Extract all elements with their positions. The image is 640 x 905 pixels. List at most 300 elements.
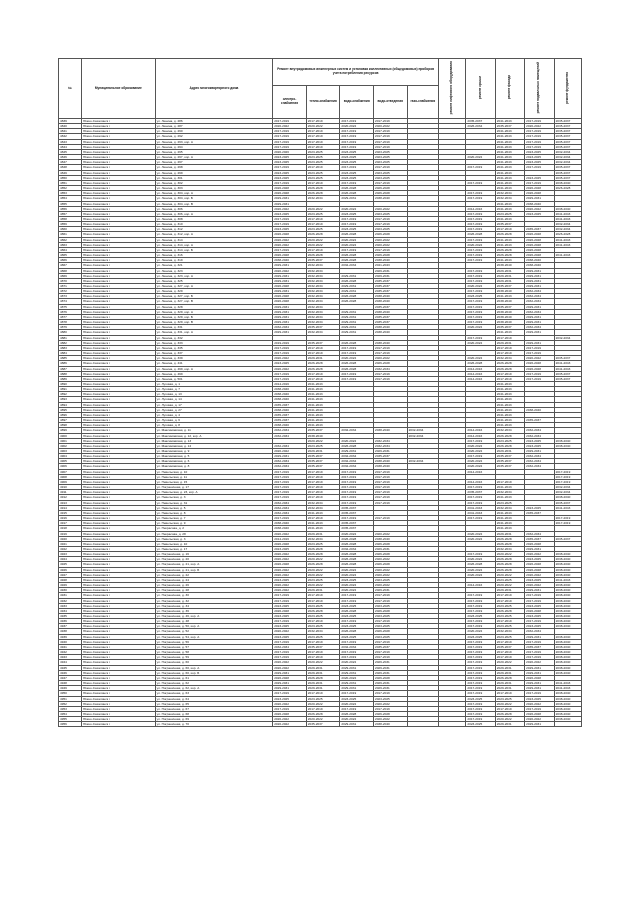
cell-address: ул. Ленина, д. 328 xyxy=(155,304,273,309)
cell-water-supply: 2035-2037 xyxy=(340,526,374,531)
cell-address: ул. Пограничная, д. 67 xyxy=(155,706,273,711)
cell-roof: 2041-2043 xyxy=(466,510,495,515)
cell-basement: 2032-2034 xyxy=(525,433,554,438)
cell-address: ул. Ленина, д. 294 xyxy=(155,144,273,149)
cell-heating: 2032-2034 xyxy=(306,278,340,283)
cell-municipality: Южно-Сахалинск г xyxy=(82,428,156,433)
cell-heating: 2023-2025 xyxy=(306,170,340,175)
cell-heating: 2032-2034 xyxy=(306,268,340,273)
cell-heating: 2017-2019 xyxy=(306,479,340,484)
cell-electricity: 2032-2034 xyxy=(273,428,307,433)
cell-heating: 2020-2022 xyxy=(306,206,340,211)
cell-roof: 2017-2019 xyxy=(466,278,495,283)
cell-heating: 2017-2019 xyxy=(306,639,340,644)
cell-heating: 2017-2019 xyxy=(306,371,340,376)
cell-water-supply: 2035-2037 xyxy=(340,505,374,510)
cell-electricity: 2029-2031 xyxy=(273,320,307,325)
cell-address: ул. Максимовская, д. 12, кор. А xyxy=(155,433,273,438)
cell-electricity: 2038-2040 xyxy=(273,392,307,397)
cell-heating: 2023-2025 xyxy=(306,696,340,701)
cell-water-disposal: 2017-2019 xyxy=(373,144,407,149)
cell-heating: 2041-2043 xyxy=(306,526,340,531)
cell-municipality: Южно-Сахалинск г xyxy=(82,330,156,335)
cell-water-supply: 2023-2025 xyxy=(340,155,374,160)
cell-roof: 2017-2019 xyxy=(466,619,495,624)
cell-heating: 2029-2031 xyxy=(306,686,340,691)
cell-address: ул. Некрасова, д. 2 xyxy=(155,526,273,531)
cell-facade: 2041-2043 xyxy=(495,418,524,423)
cell-water-disposal: 2038-2040 xyxy=(373,294,407,299)
cell-heating: 2035-2037 xyxy=(306,454,340,459)
table-row xyxy=(59,722,582,727)
cell-roof: 2014-2016 xyxy=(466,428,495,433)
cell-basement: 2029-2031 xyxy=(525,546,554,551)
cell-row-number: 4943 xyxy=(59,655,82,660)
cell-roof: 2035-2037 xyxy=(466,119,495,124)
cell-facade: 2029-2031 xyxy=(495,665,524,670)
cell-row-number: 4850 xyxy=(59,175,82,180)
cell-address: ул. Ленина, д. 499, кор. А xyxy=(155,366,273,371)
cell-facade: 2035-2037 xyxy=(495,124,524,129)
cell-heating: 2017-2019 xyxy=(306,516,340,521)
cell-water-disposal: 2026-2028 xyxy=(373,562,407,567)
cell-facade: 2041-2043 xyxy=(495,242,524,247)
cell-municipality: Южно-Сахалинск г xyxy=(82,531,156,536)
cell-facade: 2020-2022 xyxy=(495,660,524,665)
cell-foundation: 2035-2037 xyxy=(554,356,581,361)
cell-row-number: 4905 xyxy=(59,459,82,464)
cell-address: ул. Пограничная, д. 61 xyxy=(155,675,273,680)
cell-municipality: Южно-Сахалинск г xyxy=(82,284,156,289)
cell-municipality: Южно-Сахалинск г xyxy=(82,459,156,464)
cell-water-disposal: 2017-2019 xyxy=(373,598,407,603)
cell-electricity: 2026-2028 xyxy=(273,675,307,680)
cell-address: ул. Луговая, д. 14 xyxy=(155,397,273,402)
cell-foundation: 2038-2040 xyxy=(554,557,581,562)
cell-address: ул. Ленина, д. 314 xyxy=(155,237,273,242)
cell-address: ул. Ленина, д. 310 xyxy=(155,222,273,227)
cell-address: ул. Невельская, д. 5 xyxy=(155,505,273,510)
cell-facade: 2041-2043 xyxy=(495,165,524,170)
cell-facade: 2041-2043 xyxy=(495,139,524,144)
cell-foundation: 2038-2040 xyxy=(554,706,581,711)
cell-municipality: Южно-Сахалинск г xyxy=(82,593,156,598)
cell-roof: 2017-2019 xyxy=(466,644,495,649)
cell-roof: 2017-2019 xyxy=(466,438,495,443)
cell-electricity: 2029-2031 xyxy=(273,314,307,319)
cell-roof: 2017-2019 xyxy=(466,454,495,459)
cell-row-number: 4940 xyxy=(59,639,82,644)
cell-municipality: Южно-Сахалинск г xyxy=(82,366,156,371)
cell-row-number: 4910 xyxy=(59,485,82,490)
cell-water-disposal: 2032-2034 xyxy=(373,438,407,443)
cell-basement: 2020-2022 xyxy=(525,206,554,211)
cell-foundation: 2035-2037 xyxy=(554,139,581,144)
cell-facade: 2026-2028 xyxy=(495,675,524,680)
cell-electricity: 2035-2037 xyxy=(273,412,307,417)
cell-basement: 2023-2025 xyxy=(525,155,554,160)
cell-electricity: 2023-2025 xyxy=(273,361,307,366)
cell-roof: 2017-2019 xyxy=(466,655,495,660)
cell-address: ул. Ленина, д. 325 xyxy=(155,278,273,283)
cell-municipality: Южно-Сахалинск г xyxy=(82,629,156,634)
cell-water-disposal: 2017-2019 xyxy=(373,371,407,376)
cell-heating: 2020-2022 xyxy=(306,438,340,443)
cell-municipality: Южно-Сахалинск г xyxy=(82,381,156,386)
cell-facade: 2041-2043 xyxy=(495,237,524,242)
cell-municipality: Южно-Сахалинск г xyxy=(82,572,156,577)
cell-heating: 2017-2019 xyxy=(306,474,340,479)
cell-address: ул. Пограничная, д. 20 xyxy=(155,557,273,562)
cell-electricity: 2020-2022 xyxy=(273,722,307,727)
cell-heating: 2017-2019 xyxy=(306,134,340,139)
cell-water-disposal: 2020-2022 xyxy=(373,717,407,722)
cell-facade: 2029-2031 xyxy=(495,531,524,536)
cell-facade: 2038-2040 xyxy=(495,309,524,314)
cell-electricity: 2020-2022 xyxy=(273,206,307,211)
cell-heating: 2035-2037 xyxy=(306,644,340,649)
cell-address: ул. Невельская, д. 11 xyxy=(155,474,273,479)
capital-repair-table xyxy=(58,58,582,727)
cell-roof: 2017-2019 xyxy=(466,495,495,500)
cell-heating: 2023-2025 xyxy=(306,175,340,180)
cell-water-supply: 2017-2019 xyxy=(340,144,374,149)
cell-municipality: Южно-Сахалинск г xyxy=(82,608,156,613)
cell-water-disposal: 2029-2031 xyxy=(373,670,407,675)
cell-heating: 2032-2034 xyxy=(306,304,340,309)
cell-electricity: 2023-2025 xyxy=(273,175,307,180)
cell-row-number: 4840 xyxy=(59,124,82,129)
cell-address: ул. Пограничная, д. 34 xyxy=(155,603,273,608)
cell-address: ул. Ленина, д. 299 xyxy=(155,170,273,175)
cell-municipality: Южно-Сахалинск г xyxy=(82,335,156,340)
cell-roof: 2017-2019 xyxy=(466,222,495,227)
cell-foundation: 2032-2034 xyxy=(554,490,581,495)
cell-basement: 2023-2025 xyxy=(525,175,554,180)
cell-address: ул. Пограничная, д. 62 xyxy=(155,681,273,686)
cell-foundation: 2035-2037 xyxy=(554,119,581,124)
cell-basement: 2020-2022 xyxy=(525,124,554,129)
cell-water-supply: 2032-2034 xyxy=(340,428,374,433)
cell-water-supply: 2017-2019 xyxy=(340,134,374,139)
cell-water-supply: 2020-2022 xyxy=(340,242,374,247)
cell-basement: 2017-2019 xyxy=(525,144,554,149)
cell-municipality: Южно-Сахалинск г xyxy=(82,536,156,541)
cell-basement: 2017-2019 xyxy=(525,598,554,603)
cell-heating: 2026-2028 xyxy=(306,546,340,551)
cell-row-number: 4845 xyxy=(59,149,82,154)
cell-electricity: 2020-2022 xyxy=(273,567,307,572)
cell-basement: 2017-2019 xyxy=(525,180,554,185)
cell-address: ул. Максимовская, д. 13 xyxy=(155,438,273,443)
cell-facade: 2038-2040 xyxy=(495,263,524,268)
cell-electricity: 2017-2019 xyxy=(273,247,307,252)
cell-electricity: 2020-2022 xyxy=(273,629,307,634)
cell-roof: 2017-2019 xyxy=(466,598,495,603)
cell-water-disposal: 2038-2040 xyxy=(373,325,407,330)
cell-row-number: 4888 xyxy=(59,371,82,376)
cell-address: ул. Невельская, д. 7 xyxy=(155,516,273,521)
cell-address: ул. Ленина, д. 331 xyxy=(155,325,273,330)
cell-electricity: 2020-2022 xyxy=(273,356,307,361)
cell-row-number: 4864 xyxy=(59,247,82,252)
cell-facade: 2041-2043 xyxy=(495,407,524,412)
cell-basement: 2017-2019 xyxy=(525,593,554,598)
cell-municipality: Южно-Сахалинск г xyxy=(82,577,156,582)
cell-water-disposal: 2017-2019 xyxy=(373,650,407,655)
cell-water-disposal: 2029-2031 xyxy=(373,681,407,686)
cell-electricity: 2023-2025 xyxy=(273,696,307,701)
cell-water-supply: 2026-2028 xyxy=(340,629,374,634)
cell-facade: 2038-2040 xyxy=(495,289,524,294)
cell-municipality: Южно-Сахалинск г xyxy=(82,655,156,660)
cell-address: ул. Ленина, д. 441 xyxy=(155,361,273,366)
cell-row-number: 4895 xyxy=(59,407,82,412)
cell-municipality: Южно-Сахалинск г xyxy=(82,670,156,675)
cell-basement: 2029-2031 xyxy=(525,268,554,273)
cell-heating: 2029-2031 xyxy=(306,665,340,670)
cell-water-disposal: 2017-2019 xyxy=(373,479,407,484)
cell-basement: 2032-2034 xyxy=(525,294,554,299)
cell-row-number: 4949 xyxy=(59,686,82,691)
cell-water-supply: 2026-2028 xyxy=(340,253,374,258)
cell-gas xyxy=(407,722,439,727)
cell-heating: 2017-2019 xyxy=(306,691,340,696)
cell-address: ул. Ленина, д. 314, кор. А xyxy=(155,242,273,247)
cell-municipality: Южно-Сахалинск г xyxy=(82,149,156,154)
cell-heating: 2029-2031 xyxy=(306,449,340,454)
cell-water-supply: 2020-2022 xyxy=(340,660,374,665)
cell-water-supply: 2029-2031 xyxy=(340,309,374,314)
cell-address: ул. Невельская, д. 8 xyxy=(155,510,273,515)
cell-row-number: 4881 xyxy=(59,335,82,340)
cell-municipality: Южно-Сахалинск г xyxy=(82,634,156,639)
cell-roof: 2017-2019 xyxy=(466,180,495,185)
cell-electricity: 2026-2028 xyxy=(273,299,307,304)
cell-municipality: Южно-Сахалинск г xyxy=(82,521,156,526)
cell-foundation: 2038-2040 xyxy=(554,717,581,722)
cell-foundation: 2041-2043 xyxy=(554,366,581,371)
cell-electricity: 2017-2019 xyxy=(273,180,307,185)
cell-facade: 2029-2031 xyxy=(495,278,524,283)
cell-electricity: 2020-2022 xyxy=(273,701,307,706)
cell-facade: 2017-2019 xyxy=(495,376,524,381)
cell-roof: 2014-2016 xyxy=(466,371,495,376)
cell-address: ул. Луговая, д. 27 xyxy=(155,407,273,412)
cell-water-supply: 2032-2034 xyxy=(340,464,374,469)
cell-water-supply: 2017-2019 xyxy=(340,495,374,500)
cell-foundation: 2041-2043 xyxy=(554,361,581,366)
cell-basement: 2026-2028 xyxy=(525,242,554,247)
cell-roof: 2017-2019 xyxy=(466,258,495,263)
cell-address: ул. Невельская, д. 31 xyxy=(155,500,273,505)
cell-row-number: 4933 xyxy=(59,603,82,608)
cell-foundation: 2038-2040 xyxy=(554,655,581,660)
cell-municipality: Южно-Сахалинск г xyxy=(82,309,156,314)
cell-address: ул. Ленина, д. 301 xyxy=(155,175,273,180)
cell-water-disposal: 2017-2019 xyxy=(373,495,407,500)
cell-municipality: Южно-Сахалинск г xyxy=(82,469,156,474)
cell-electricity: 2017-2019 xyxy=(273,474,307,479)
cell-electricity: 2020-2022 xyxy=(273,237,307,242)
cell-row-number: 4894 xyxy=(59,402,82,407)
cell-heating: 2038-2040 xyxy=(306,433,340,438)
cell-electricity: 2023-2025 xyxy=(273,211,307,216)
cell-address: ул. Ленина, д. 312 xyxy=(155,227,273,232)
cell-address: ул. Пограничная, д. 50, кор. А xyxy=(155,624,273,629)
cell-row-number: 4865 xyxy=(59,253,82,258)
cell-address: ул. Ленина, д. 314, кор. Б xyxy=(155,247,273,252)
cell-facade: 2035-2037 xyxy=(495,284,524,289)
cell-water-supply: 2017-2019 xyxy=(340,598,374,603)
cell-facade: 2041-2043 xyxy=(495,495,524,500)
cell-municipality: Южно-Сахалинск г xyxy=(82,614,156,619)
cell-basement: 2035-2037 xyxy=(525,536,554,541)
cell-heating: 2035-2037 xyxy=(306,464,340,469)
cell-electricity: 2017-2019 xyxy=(273,706,307,711)
cell-basement: 2029-2031 xyxy=(525,278,554,283)
cell-foundation: 2038-2040 xyxy=(554,588,581,593)
cell-row-number: 4872 xyxy=(59,289,82,294)
cell-water-supply: 2017-2019 xyxy=(340,345,374,350)
cell-electricity: 2020-2022 xyxy=(273,572,307,577)
cell-heating: 2032-2034 xyxy=(306,289,340,294)
cell-row-number: 4922 xyxy=(59,546,82,551)
cell-water-supply: 2029-2031 xyxy=(340,320,374,325)
cell-municipality: Южно-Сахалинск г xyxy=(82,562,156,567)
cell-basement: 2032-2034 xyxy=(525,454,554,459)
cell-row-number: 4867 xyxy=(59,263,82,268)
cell-facade: 2035-2037 xyxy=(495,454,524,459)
cell-heating: 2017-2019 xyxy=(306,216,340,221)
cell-row-number: 4866 xyxy=(59,258,82,263)
cell-municipality: Южно-Сахалинск г xyxy=(82,211,156,216)
cell-water-supply: 2017-2019 xyxy=(340,706,374,711)
cell-roof: 2017-2019 xyxy=(466,691,495,696)
cell-row-number: 4938 xyxy=(59,629,82,634)
cell-row-number: 4878 xyxy=(59,320,82,325)
cell-heating: 2026-2028 xyxy=(306,675,340,680)
cell-address: ул. Пограничная, д. 59 xyxy=(155,655,273,660)
cell-address: ул. Ленина, д. 286 xyxy=(155,119,273,124)
cell-municipality: Южно-Сахалинск г xyxy=(82,722,156,727)
cell-water-supply: 2029-2031 xyxy=(340,686,374,691)
cell-water-disposal: 2035-2037 xyxy=(373,304,407,309)
cell-row-number: 4882 xyxy=(59,340,82,345)
cell-gas: 2032-2034 xyxy=(407,433,439,438)
cell-municipality: Южно-Сахалинск г xyxy=(82,619,156,624)
cell-water-supply: 2017-2019 xyxy=(340,593,374,598)
cell-heating: 2035-2037 xyxy=(306,722,340,727)
cell-water-supply: 2026-2028 xyxy=(340,191,374,196)
cell-facade: 2032-2034 xyxy=(495,505,524,510)
cell-address: ул. Ленина, д. 327, кор. Б xyxy=(155,294,273,299)
cell-basement: 2032-2034 xyxy=(525,428,554,433)
cell-address: ул. Пограничная, д. 69 xyxy=(155,717,273,722)
cell-address: ул. Луговая, д. 13 xyxy=(155,392,273,397)
cell-water-supply: 2029-2031 xyxy=(340,681,374,686)
cell-heating: 2017-2019 xyxy=(306,485,340,490)
cell-basement: 2023-2025 xyxy=(525,211,554,216)
cell-electricity: 2020-2022 xyxy=(273,665,307,670)
cell-municipality: Южно-Сахалинск г xyxy=(82,675,156,680)
cell-facade: 2041-2043 xyxy=(495,521,524,526)
cell-heating: 2023-2025 xyxy=(306,155,340,160)
cell-row-number: 4907 xyxy=(59,469,82,474)
cell-heating: 2023-2025 xyxy=(306,160,340,165)
cell-address: ул. Пограничная, д. 56 xyxy=(155,639,273,644)
cell-basement: 2017-2019 xyxy=(525,639,554,644)
cell-water-supply: 2026-2028 xyxy=(340,562,374,567)
cell-basement: 2017-2019 xyxy=(525,650,554,655)
cell-basement: 2029-2031 xyxy=(525,665,554,670)
cell-water-disposal: 2023-2025 xyxy=(373,155,407,160)
cell-water-supply: 2023-2025 xyxy=(340,696,374,701)
cell-basement: 2017-2019 xyxy=(525,351,554,356)
cell-address: ул. Максимовская, д. 11 xyxy=(155,428,273,433)
cell-water-supply: 2026-2028 xyxy=(340,278,374,283)
cell-water-supply: 2026-2028 xyxy=(340,361,374,366)
cell-heating: 2032-2034 xyxy=(306,500,340,505)
cell-address: ул. Некрасова, д. 28 xyxy=(155,531,273,536)
cell-water-disposal: 2035-2037 xyxy=(373,284,407,289)
cell-water-supply: 2020-2022 xyxy=(340,206,374,211)
cell-basement: 2023-2025 xyxy=(525,557,554,562)
cell-water-disposal: 2020-2022 xyxy=(373,124,407,129)
cell-heating: 2032-2034 xyxy=(306,314,340,319)
cell-address: ул. Пограничная, д. 60, кор. А xyxy=(155,665,273,670)
cell-roof: 2017-2019 xyxy=(466,552,495,557)
cell-water-supply: 2026-2028 xyxy=(340,711,374,716)
cell-roof: 2017-2019 xyxy=(466,608,495,613)
cell-electricity: 2023-2025 xyxy=(273,160,307,165)
cell-basement: 2017-2019 xyxy=(525,376,554,381)
cell-foundation: 2038-2040 xyxy=(554,608,581,613)
cell-facade: 2041-2043 xyxy=(495,402,524,407)
cell-heating: 2020-2022 xyxy=(306,567,340,572)
cell-facade: 2035-2037 xyxy=(495,644,524,649)
cell-row-number: 4842 xyxy=(59,134,82,139)
cell-basement: 2032-2034 xyxy=(525,299,554,304)
cell-electricity: 2017-2019 xyxy=(273,345,307,350)
cell-roof: 2023-2025 xyxy=(466,294,495,299)
cell-address: ул. Ленина, д. 297 xyxy=(155,160,273,165)
cell-municipality: Южно-Сахалинск г xyxy=(82,191,156,196)
cell-water-supply: 2017-2019 xyxy=(340,619,374,624)
cell-row-number: 4860 xyxy=(59,227,82,232)
cell-heating: 2023-2025 xyxy=(306,541,340,546)
cell-roof: 2017-2019 xyxy=(466,675,495,680)
cell-heating: 2029-2031 xyxy=(306,681,340,686)
cell-water-supply: 2029-2031 xyxy=(340,449,374,454)
cell-municipality: Южно-Сахалинск г xyxy=(82,516,156,521)
cell-heating: 2017-2019 xyxy=(306,247,340,252)
cell-roof: 2014-2016 xyxy=(466,366,495,371)
cell-water-disposal: 2026-2028 xyxy=(373,675,407,680)
cell-basement: 2035-2037 xyxy=(525,418,554,423)
cell-basement: 2020-2022 xyxy=(525,583,554,588)
cell-row-number: 4923 xyxy=(59,552,82,557)
cell-electricity: 2023-2025 xyxy=(273,624,307,629)
cell-roof: 2014-2016 xyxy=(466,583,495,588)
cell-row-number: 4936 xyxy=(59,619,82,624)
cell-facade: 2029-2031 xyxy=(495,588,524,593)
cell-roof: 2041-2043 xyxy=(466,505,495,510)
cell-roof: 2014-2016 xyxy=(466,376,495,381)
cell-municipality: Южно-Сахалинск г xyxy=(82,345,156,350)
cell-basement: 2020-2022 xyxy=(525,701,554,706)
cell-heating: 2017-2019 xyxy=(306,490,340,495)
